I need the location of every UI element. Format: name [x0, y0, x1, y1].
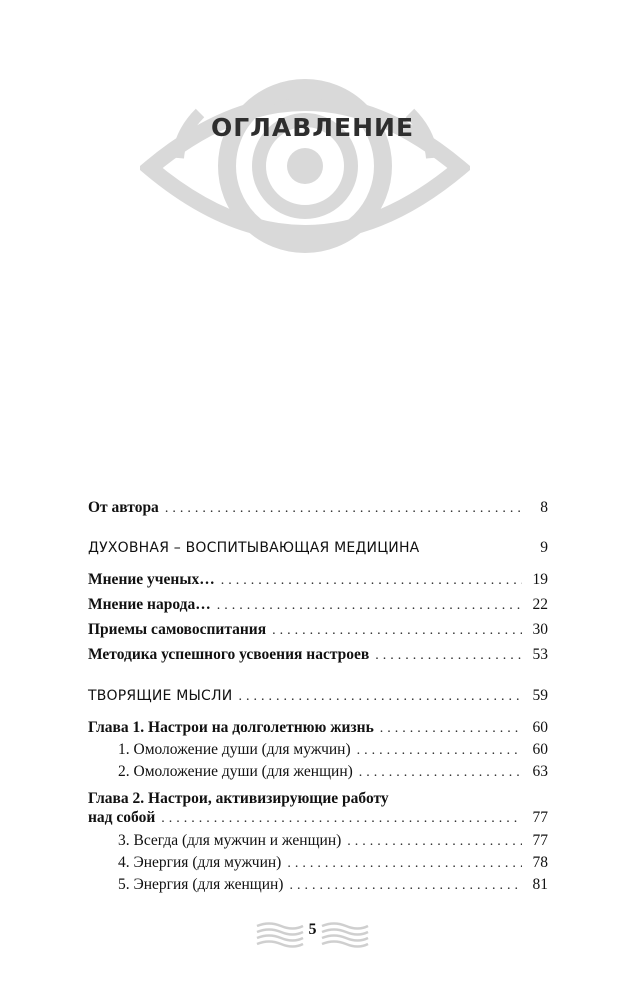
toc-subentry — [88, 831, 548, 852]
toc-entry — [88, 498, 548, 519]
toc-entry-page: 8 — [540, 499, 548, 516]
toc-entry-page: 78 — [532, 854, 548, 871]
toc-entry-title: 4. Энергия (для мужчин) — [118, 854, 282, 871]
toc-entry — [88, 570, 548, 591]
toc-subentry — [88, 875, 548, 896]
toc-leader-dots — [289, 876, 522, 896]
toc-entry-title: Мнение ученых… — [88, 571, 215, 588]
toc-entry-title: Методика успешного усвоения настроев — [88, 646, 370, 663]
toc-entry-title: 1. Омоложение души (для мужчин) — [118, 741, 351, 758]
toc-entry-page: 60 — [532, 719, 548, 736]
toc-leader-dots — [217, 596, 522, 616]
toc-entry-page: 22 — [532, 596, 548, 613]
toc-entry-title: над собой — [88, 809, 156, 826]
toc-subentry — [88, 762, 548, 783]
toc-leader-dots — [221, 571, 522, 591]
toc-entry-page: 53 — [532, 646, 548, 663]
toc-entry-page: 19 — [532, 571, 548, 588]
wave-ornament-right-icon — [320, 920, 370, 948]
toc-entry-page: 63 — [532, 763, 548, 780]
toc-entry-page: 77 — [532, 809, 548, 826]
toc-entry-title: От автора — [88, 499, 159, 516]
toc-entry-title: Глава 1. Настрои на долголетнюю жизнь — [88, 719, 374, 736]
toc-entry-page: 77 — [532, 832, 548, 849]
toc-entry-title: 3. Всегда (для мужчин и женщин) — [118, 832, 342, 849]
toc-entry-title: 2. Омоложение души (для женщин) — [118, 763, 353, 780]
toc-entry-title: Мнение народа… — [88, 596, 211, 613]
toc-leader-dots — [375, 646, 522, 666]
toc-leader-dots — [161, 809, 522, 829]
toc-entry-title: 5. Энергия (для женщин) — [118, 876, 284, 893]
toc-subentry — [88, 853, 548, 874]
toc-entry — [88, 620, 548, 641]
toc-entry-page: 9 — [540, 539, 548, 556]
toc-leader-dots — [347, 832, 522, 852]
toc-leader-dots — [287, 854, 522, 874]
eye-emblem — [140, 58, 470, 263]
page-title: ОГЛАВЛЕНИЕ — [210, 113, 415, 142]
toc-chapter-continuation — [88, 808, 548, 829]
toc-entry-page: 30 — [532, 621, 548, 638]
toc-entry — [88, 595, 548, 616]
toc-entry — [88, 645, 548, 666]
toc-entry-title: ДУХОВНАЯ – ВОСПИТЫВАЮЩАЯ МЕДИЦИНА — [88, 540, 420, 556]
toc-leader-dots — [238, 687, 522, 707]
toc-entry-title: Приемы самовоспитания — [88, 621, 267, 638]
toc-leader-dots — [272, 621, 522, 641]
toc-entry-title: Глава 2. Настрои, активизирующие работу — [88, 790, 389, 807]
toc-chapter — [88, 718, 548, 739]
toc-entry-page: 59 — [532, 687, 548, 704]
toc-leader-dots — [165, 499, 522, 519]
toc-leader-dots — [357, 741, 522, 761]
page-number: 5 — [308, 921, 317, 938]
toc-entry-title: ТВОРЯЩИЕ МЫСЛИ — [88, 688, 233, 704]
toc-leader-dots — [380, 719, 522, 739]
toc-chapter — [88, 789, 548, 809]
toc-subentry — [88, 740, 548, 761]
toc-entry-page: 81 — [532, 876, 548, 893]
toc-leader-dots — [359, 763, 522, 783]
toc-section-heading — [88, 686, 548, 707]
toc-entry-page: 60 — [532, 741, 548, 758]
toc-section-heading — [88, 538, 548, 558]
